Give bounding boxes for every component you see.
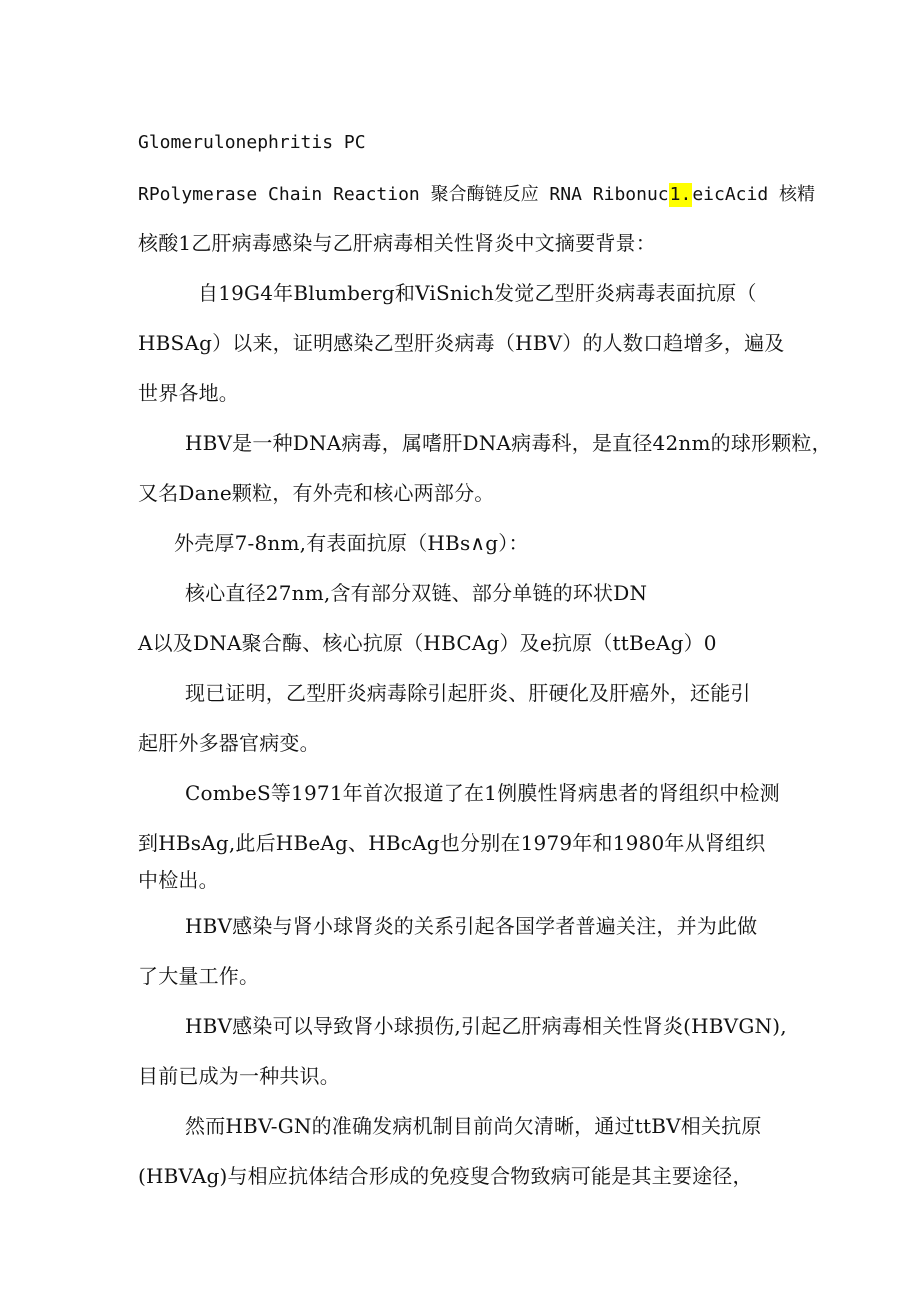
text-line-11: A以及DNA聚合酶、核心抗原（HBCAg）及e抗原（ttBeAg）0 (138, 631, 717, 655)
text-line-12: 现已证明，乙型肝炎病毒除引起肝炎、肝硬化及肝癌外，还能引 (185, 681, 751, 705)
text-line-21: 然而HBV-GN的准确发病机制目前尚欠清晰，通过ttBV相关抗原 (185, 1114, 762, 1138)
text-line-22: (HBVAg)与相应抗体结合形成的免疫叟合物致病可能是其主要途径， (138, 1164, 753, 1188)
text-line-15: 到HBsAg,此后HBeAg、HBcAg也分别在1979年和1980年从肾组织 (138, 831, 766, 855)
text-line-6: 世界各地。 (138, 381, 239, 405)
text-line-18: 了大量工作。 (138, 964, 260, 988)
text-line-4: 自19G4年Blumberg和ViSnich发觉乙型肝炎病毒表面抗原（ (198, 281, 757, 305)
text-line-20: 目前已成为一种共识。 (138, 1064, 340, 1088)
text-line-10: 核心直径27nm,含有部分双链、部分单链的环状DN (185, 581, 648, 605)
text-line-2-part-b: eicAcid 核精 (692, 184, 816, 205)
text-line-2-part-a: RPolymerase Chain Reaction 聚合酶链反应 RNA Ribonuc (138, 184, 669, 205)
text-line-7: HBV是一种DNA病毒，属嗜肝DNA病毒科，是直径42nm的球形颗粒， (185, 431, 832, 455)
text-line-8: 又名Dane颗粒，有外壳和核心两部分。 (138, 481, 495, 505)
text-line-16: 中检出。 (138, 868, 219, 892)
text-line-1: Glomerulonephritis PC (138, 132, 366, 153)
text-line-13: 起肝外多器官病变。 (138, 731, 320, 755)
text-line-9: 外壳厚7-8nm,有表面抗原（HBs∧g）： (174, 531, 529, 555)
text-line-19: HBV感染可以导致肾小球损伤,引起乙肝病毒相关性肾炎(HBVGN), (185, 1014, 787, 1038)
text-line-3: 核酸1乙肝病毒感染与乙肝病毒相关性肾炎中文摘要背景： (138, 231, 656, 255)
text-line-17: HBV感染与肾小球肾炎的关系引起各国学者普遍关注，并为此做 (185, 914, 758, 938)
text-line-5: HBSAg）以来，证明感染乙型肝炎病毒（HBV）的人数口趋增多，遍及 (138, 331, 785, 355)
highlighted-text: 1. (669, 184, 692, 205)
text-line-14: CombeS等1971年首次报道了在1例膜性肾病患者的肾组织中检测 (185, 781, 780, 805)
text-line-2 (138, 181, 815, 207)
